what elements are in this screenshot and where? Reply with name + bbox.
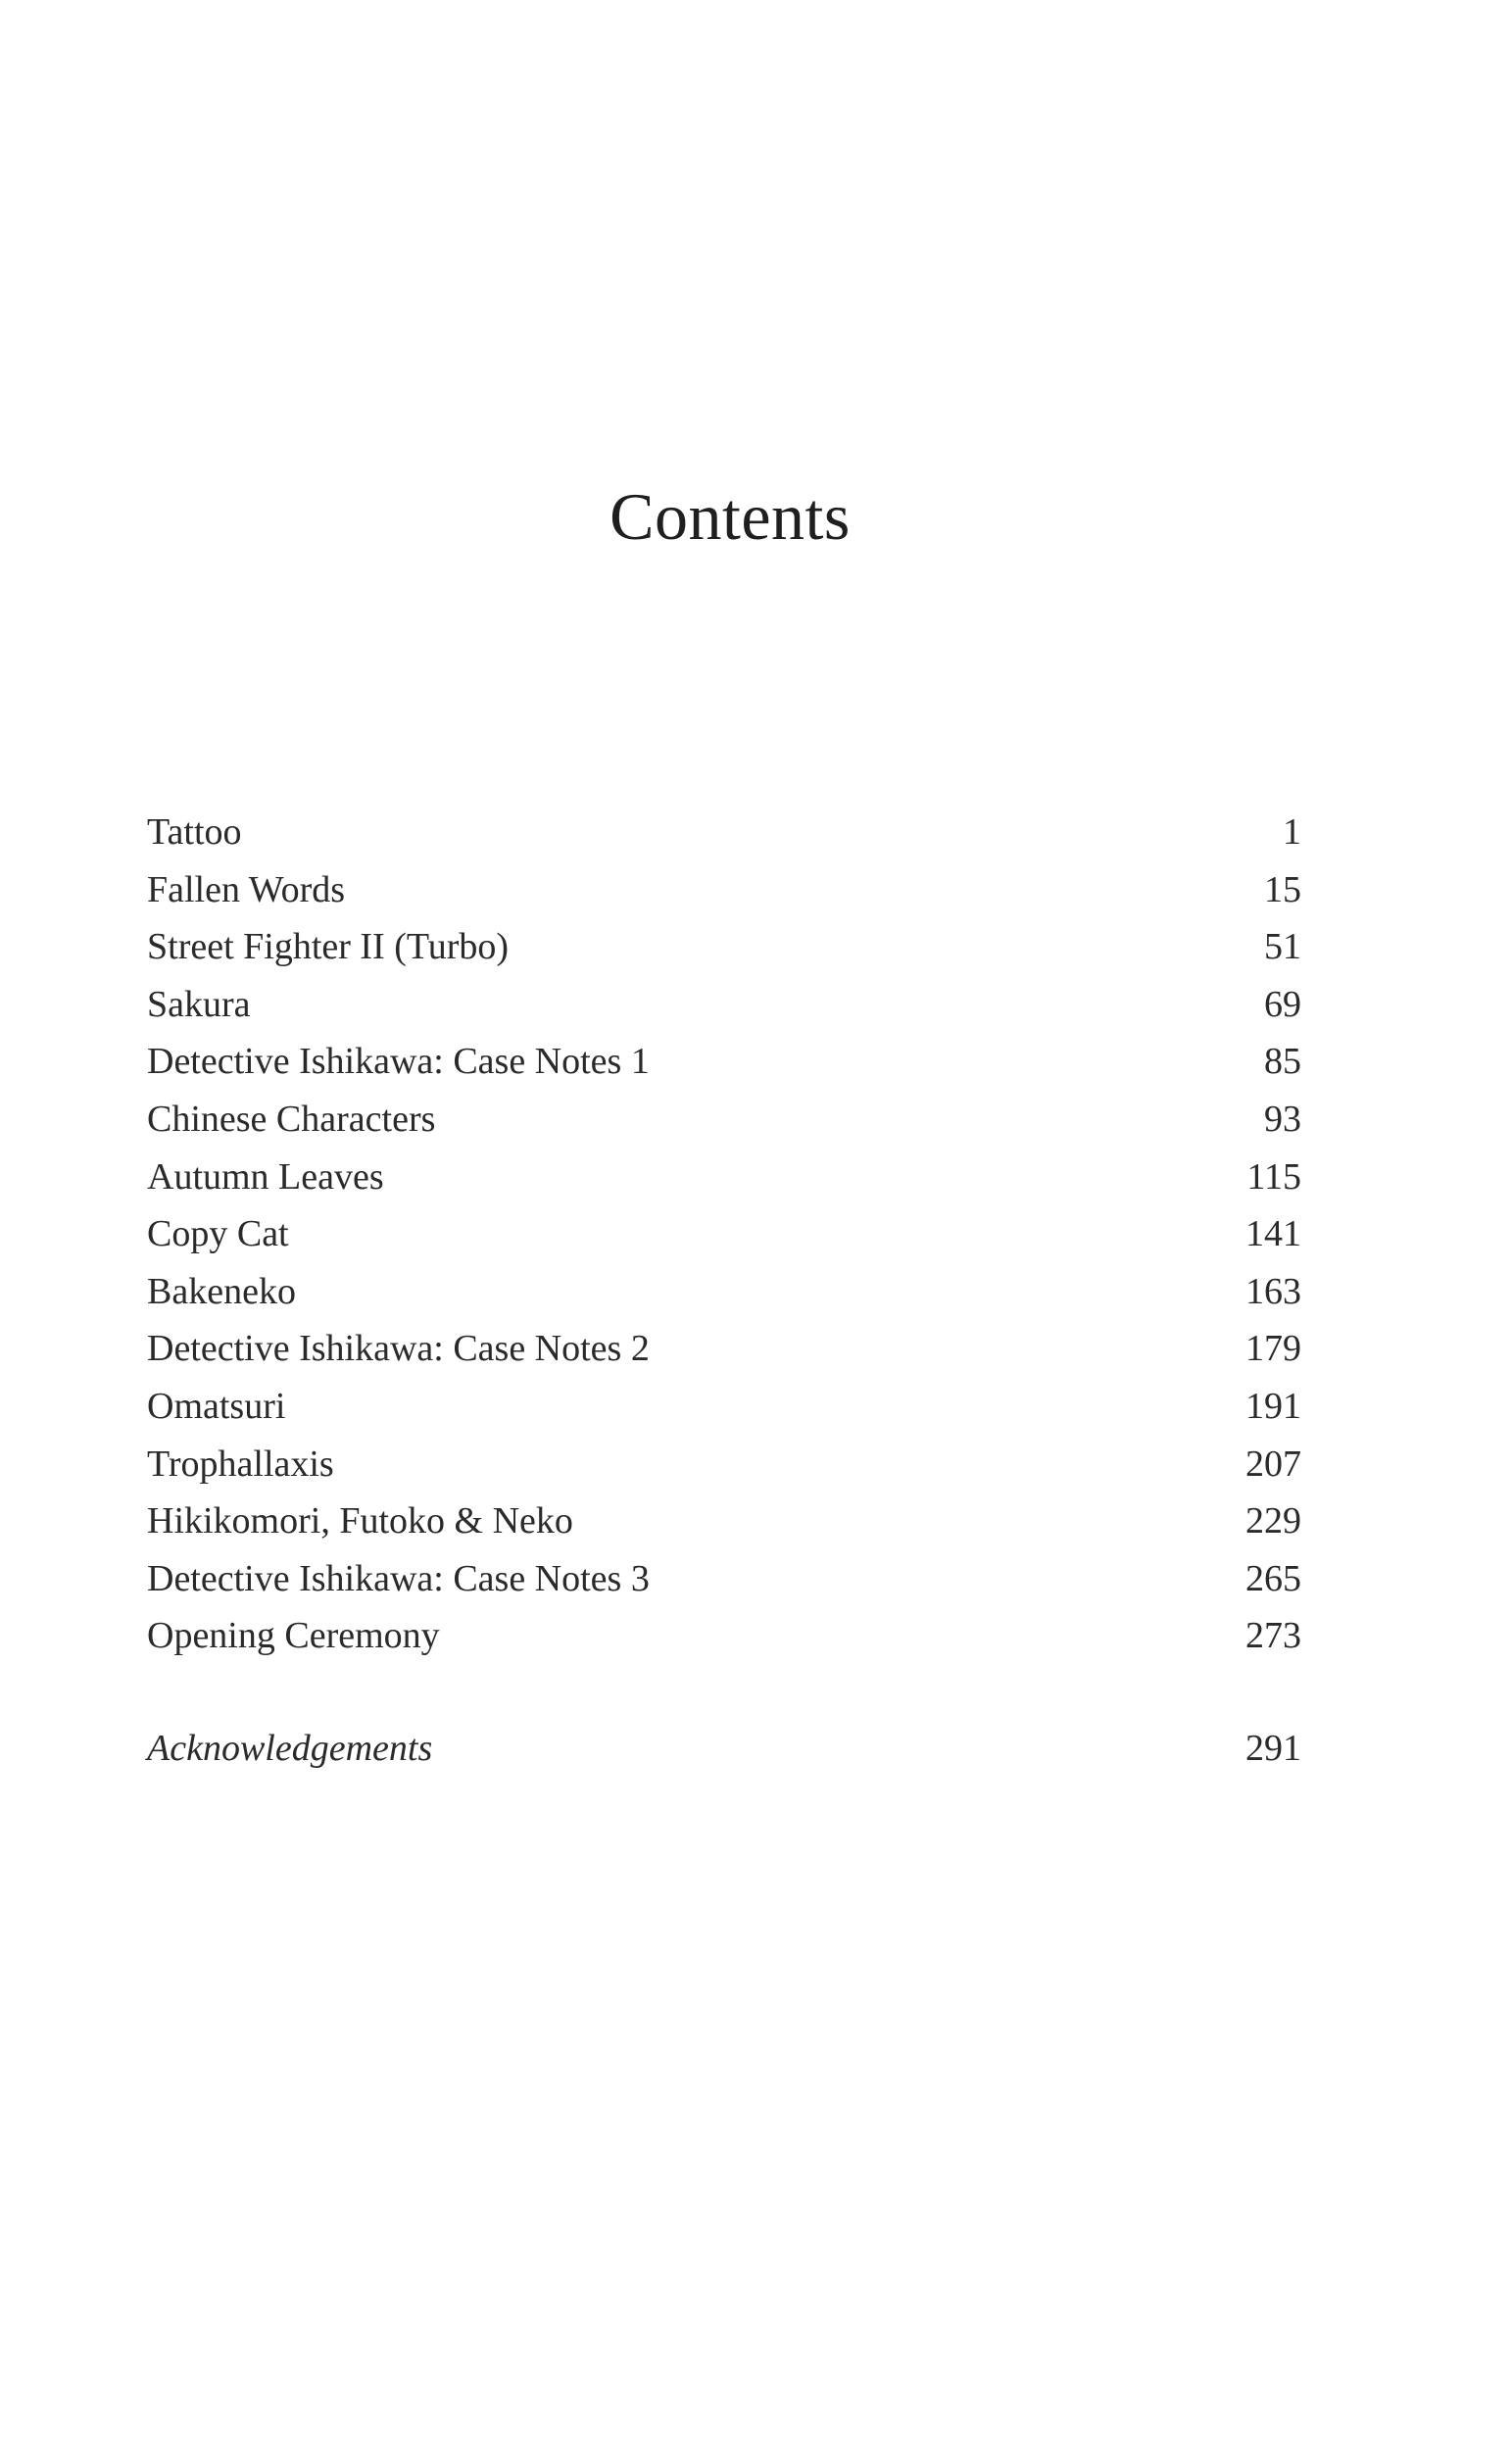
page-title: Contents bbox=[610, 479, 851, 554]
toc-entry[interactable] bbox=[147, 1205, 1301, 1263]
toc-entry-title: Opening Ceremony bbox=[147, 1615, 440, 1657]
toc-entry-page: 141 bbox=[1245, 1213, 1301, 1255]
toc-entry-title: Sakura bbox=[147, 983, 251, 1025]
toc-entry[interactable] bbox=[147, 1550, 1301, 1608]
table-of-contents bbox=[147, 804, 1301, 1665]
toc-entry-page: 93 bbox=[1264, 1098, 1301, 1140]
toc-entry-page: 273 bbox=[1245, 1615, 1301, 1657]
toc-entry-title: Chinese Characters bbox=[147, 1098, 436, 1140]
toc-entry-page: 179 bbox=[1245, 1328, 1301, 1370]
toc-entry-title: Fallen Words bbox=[147, 868, 346, 910]
toc-entry[interactable] bbox=[147, 1493, 1301, 1550]
toc-entry-title: Hikikomori, Futoko & Neko bbox=[147, 1500, 573, 1542]
toc-entry-title: Copy Cat bbox=[147, 1213, 289, 1255]
toc-entry[interactable] bbox=[147, 1263, 1301, 1321]
toc-entry-title: Tattoo bbox=[147, 811, 242, 853]
toc-entry-title: Autumn Leaves bbox=[147, 1155, 384, 1198]
toc-entry-page: 1 bbox=[1283, 811, 1301, 853]
toc-entry-title: Omatsuri bbox=[147, 1385, 286, 1427]
toc-entry[interactable] bbox=[147, 1378, 1301, 1436]
toc-entry-title: Detective Ishikawa: Case Notes 3 bbox=[147, 1557, 650, 1599]
toc-entry-page: 291 bbox=[1245, 1728, 1301, 1769]
toc-entry-page: 15 bbox=[1264, 868, 1301, 910]
toc-entry[interactable] bbox=[147, 1320, 1301, 1378]
toc-entry-title: Acknowledgements bbox=[147, 1728, 433, 1769]
toc-entry-page: 69 bbox=[1264, 983, 1301, 1025]
toc-entry[interactable] bbox=[147, 1607, 1301, 1665]
toc-entry[interactable] bbox=[147, 1033, 1301, 1091]
toc-entry-page: 207 bbox=[1245, 1443, 1301, 1485]
toc-entry[interactable] bbox=[147, 1436, 1301, 1493]
toc-entry-page: 51 bbox=[1264, 926, 1301, 968]
toc-entry-page: 229 bbox=[1245, 1500, 1301, 1542]
toc-entry-page: 85 bbox=[1264, 1041, 1301, 1083]
toc-entry-title: Detective Ishikawa: Case Notes 1 bbox=[147, 1041, 650, 1083]
toc-entry-page: 265 bbox=[1245, 1557, 1301, 1599]
toc-entry-title: Detective Ishikawa: Case Notes 2 bbox=[147, 1328, 650, 1370]
toc-entry[interactable] bbox=[147, 918, 1301, 976]
toc-entry[interactable] bbox=[147, 804, 1301, 861]
toc-entry-page: 191 bbox=[1245, 1385, 1301, 1427]
toc-entry[interactable] bbox=[147, 1091, 1301, 1149]
toc-entry-title: Trophallaxis bbox=[147, 1443, 334, 1485]
toc-entry-title: Bakeneko bbox=[147, 1270, 296, 1312]
toc-entry[interactable] bbox=[147, 1149, 1301, 1206]
toc-entry[interactable] bbox=[147, 976, 1301, 1034]
toc-entry[interactable] bbox=[147, 861, 1301, 919]
toc-entry-title: Street Fighter II (Turbo) bbox=[147, 926, 510, 968]
toc-entry-page: 115 bbox=[1246, 1155, 1301, 1198]
toc-entry-acknowledgements[interactable] bbox=[147, 1720, 1301, 1778]
toc-entry-page: 163 bbox=[1245, 1270, 1301, 1312]
